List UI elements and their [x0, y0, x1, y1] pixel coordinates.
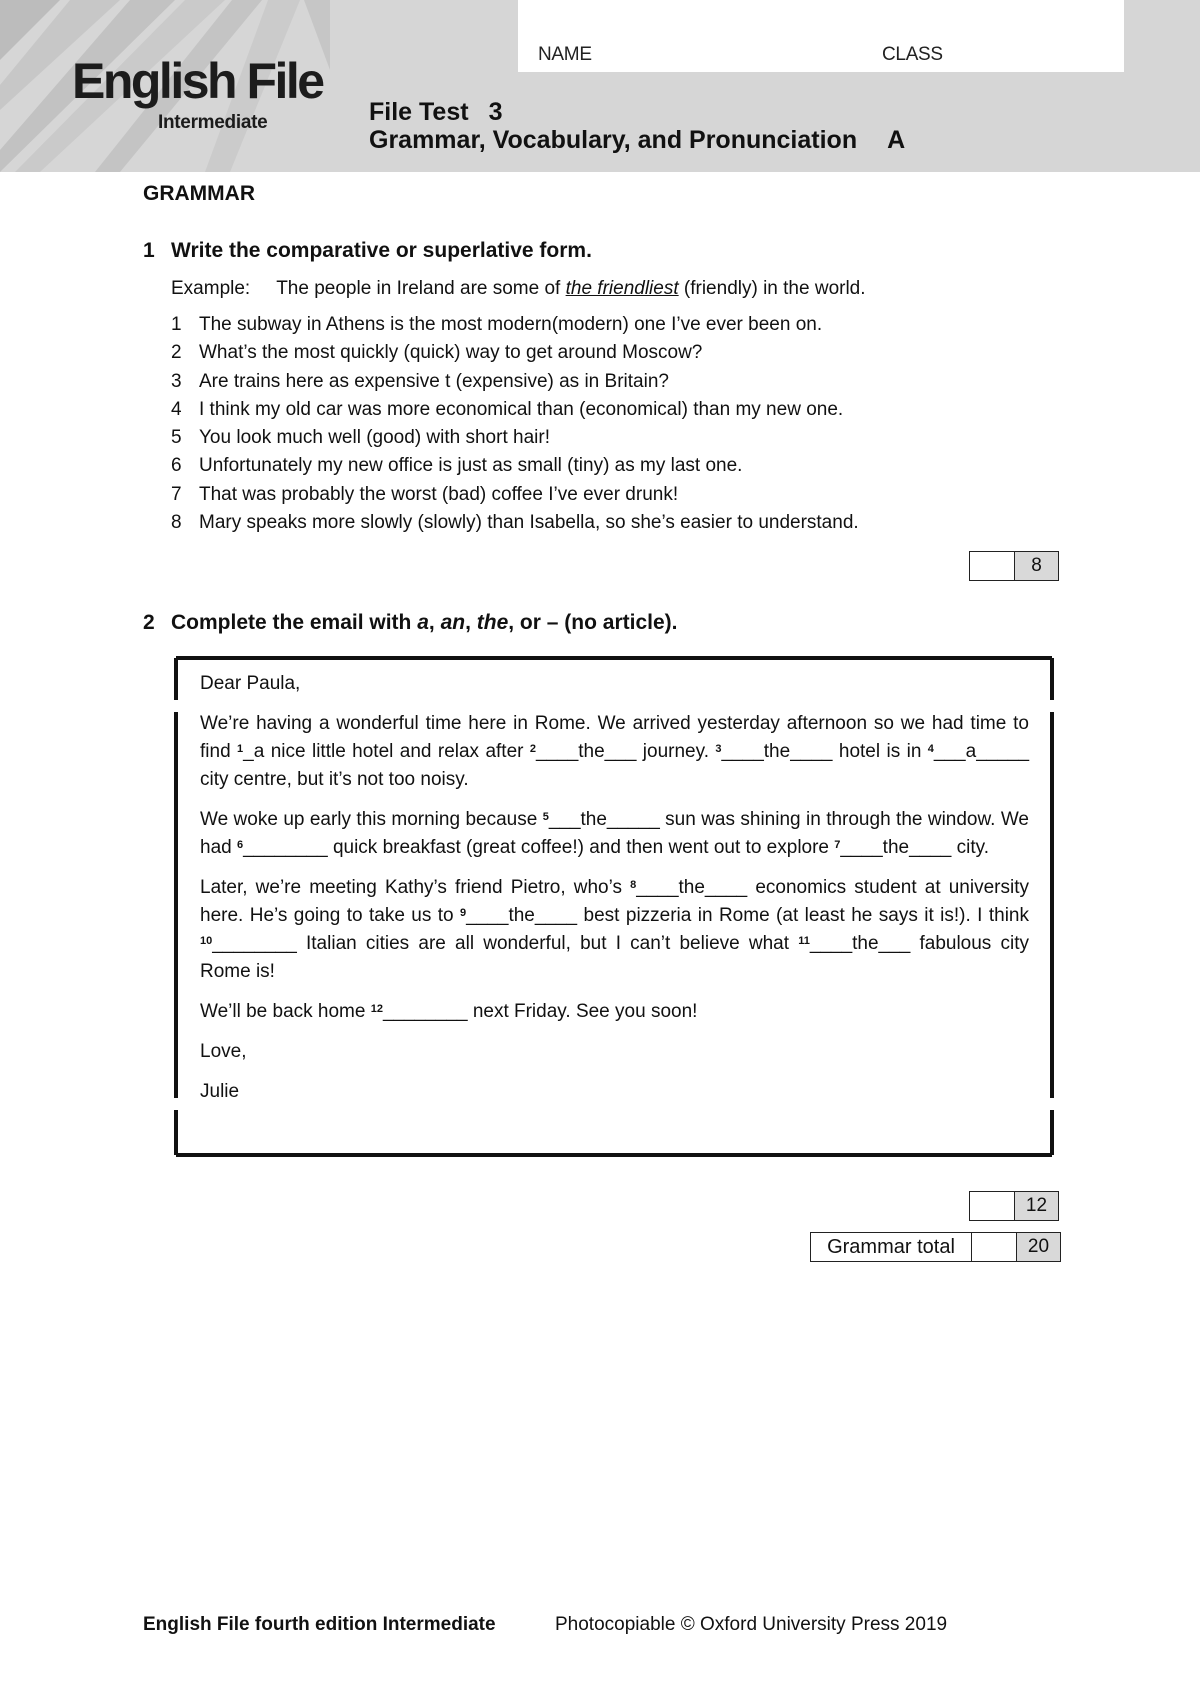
email-paragraph-3 — [200, 874, 1029, 986]
question-1-score-box — [969, 551, 1059, 581]
email-closing: Love, — [200, 1041, 247, 1062]
gap-answer[interactable]: ________ — [243, 837, 328, 858]
email-text: We’re having a wonderful time here in Rome. We arrived yesterday afternoon so we had time to find — [200, 713, 1029, 762]
email-text: journey. — [642, 741, 709, 762]
email-text: economics student at university here. He’s going to take us to — [200, 877, 1029, 926]
question-number: 2 — [143, 611, 155, 634]
list-item[interactable] — [171, 399, 1021, 427]
grammar-total-label: Grammar total — [810, 1232, 971, 1262]
item-text: I think my old car was more economical than (economical) than my new one. — [199, 398, 844, 420]
item-text: Unfortunately my new office is just as small (tiny) as my last one. — [199, 455, 743, 477]
gap-number: 9 — [460, 907, 467, 919]
test-version: A — [887, 126, 906, 154]
list-item[interactable] — [171, 314, 1021, 342]
item-number: 4 — [171, 398, 182, 420]
test-number: 3 — [488, 98, 503, 126]
question-number: 1 — [143, 239, 155, 262]
email-text: city centre, but it’s not too noisy. — [200, 769, 469, 790]
article-the: the — [476, 611, 509, 634]
score-input[interactable] — [969, 551, 1015, 581]
article-a: a — [417, 611, 429, 634]
gap-answer[interactable]: ____the___ — [536, 741, 637, 762]
email-paragraph-2 — [200, 806, 1029, 862]
gap-answer[interactable]: ____the____ — [840, 837, 952, 858]
example-label: Example: — [171, 278, 251, 299]
question-2-title: 2 Complete the email with a, an, the, or – (no article). — [143, 611, 678, 634]
email-text: hotel is in — [838, 741, 922, 762]
question-instruction-end: , or – (no article). — [508, 611, 678, 634]
item-text: That was probably the worst (bad) coffee I’ve ever drunk! — [199, 483, 679, 505]
item-number: 2 — [171, 342, 182, 364]
gap-number: 5 — [542, 811, 549, 823]
english-file-logo — [72, 53, 323, 134]
list-item[interactable] — [171, 342, 1021, 370]
footer-edition: English File fourth edition Intermediate — [143, 1614, 496, 1635]
email-text: sun was shining in through the window. We had — [200, 809, 1030, 858]
score-input[interactable] — [971, 1232, 1017, 1262]
gap-answer[interactable]: ___the_____ — [548, 809, 660, 830]
email-text: city. — [956, 837, 990, 858]
email-paragraph-1 — [200, 710, 1029, 794]
section-heading-grammar: GRAMMAR — [143, 182, 255, 205]
item-number: 8 — [171, 512, 182, 534]
item-text: Are trains here as expensive t (expensive) as in Britain? — [199, 370, 669, 392]
email-text: quick breakfast (great coffee!) and then went out to explore — [332, 837, 829, 858]
gap-answer[interactable]: ___a_____ — [933, 741, 1030, 762]
list-item[interactable] — [171, 512, 1021, 540]
item-text: Mary speaks more slowly (slowly) than Isabella, so she’s easier to understand. — [199, 512, 859, 534]
email-body — [200, 670, 1029, 1118]
gap-answer[interactable]: ____the____ — [636, 877, 748, 898]
test-subtitle-line — [369, 126, 905, 155]
gap-number: 12 — [370, 1003, 383, 1015]
gap-number: 11 — [798, 935, 810, 947]
gap-number: 10 — [200, 935, 213, 947]
gap-answer[interactable]: ________ — [382, 1001, 468, 1022]
gap-answer[interactable]: ____the____ — [466, 905, 578, 926]
class-label: CLASS — [882, 44, 943, 65]
question-instruction: Write the comparative or superlative form. — [171, 239, 592, 262]
gap-number: 2 — [529, 743, 536, 755]
name-class-field-area[interactable] — [518, 0, 1124, 72]
header-band — [0, 0, 1200, 172]
gap-number: 3 — [715, 743, 722, 755]
gap-answer[interactable]: ____the___ — [809, 933, 911, 954]
email-text: best pizzeria in Rome (at least he says it is!). I think — [583, 905, 1029, 926]
gap-number: 6 — [236, 839, 244, 851]
email-text: We woke up early this morning because — [200, 809, 538, 830]
name-label: NAME — [538, 44, 592, 65]
item-text: What’s the most quickly (quick) way to get around Moscow? — [199, 342, 703, 364]
email-text: We’ll be back home — [200, 1001, 366, 1022]
logo-level: Intermediate — [158, 112, 268, 133]
example-before: The people in Ireland are some of — [276, 278, 561, 299]
item-number: 1 — [171, 314, 182, 335]
example-after: (friendly) in the world. — [683, 278, 866, 299]
email-text: fabulous city Rome is! — [200, 933, 1029, 982]
gap-number: 4 — [927, 743, 934, 755]
question-2-score-box — [969, 1191, 1059, 1221]
email-box — [174, 656, 1054, 1157]
list-item[interactable] — [171, 455, 1021, 483]
test-title — [369, 98, 502, 127]
question-1-items — [171, 314, 1021, 540]
example-answer: the friendliest — [565, 278, 679, 299]
score-total: 12 — [1015, 1191, 1059, 1221]
grammar-total-box — [810, 1232, 1061, 1262]
email-text: nice little hotel and relax after — [270, 741, 524, 762]
test-subtitle: Grammar, Vocabulary, and Pronunciation — [369, 126, 858, 154]
email-greeting: Dear Paula, — [200, 673, 301, 694]
list-item[interactable] — [171, 484, 1021, 512]
gap-number: 1 — [237, 743, 244, 755]
item-text: The subway in Athens is the most modern(modern) one I’ve ever been on. — [199, 314, 823, 335]
example-sentence — [171, 278, 866, 300]
email-text: Later, we’re meeting Kathy’s friend Pietro, who’s — [200, 877, 622, 898]
footer-copyright: Photocopiable © Oxford University Press 2019 — [555, 1614, 948, 1635]
item-number: 3 — [171, 370, 182, 392]
score-input[interactable] — [969, 1191, 1015, 1221]
email-signature: Julie — [200, 1081, 240, 1102]
email-text: Italian cities are all wonderful, but I can’t believe what — [306, 933, 790, 954]
score-total: 8 — [1015, 551, 1059, 581]
test-label: File Test — [369, 98, 469, 126]
email-paragraph-4 — [200, 998, 1029, 1026]
logo-title: English File — [72, 53, 323, 109]
question-1-title — [143, 239, 592, 263]
item-number: 6 — [171, 455, 182, 477]
question-instruction: Complete the email with — [171, 611, 412, 634]
item-number: 5 — [171, 427, 182, 449]
gap-number: 7 — [834, 839, 841, 851]
article-an: an — [440, 611, 466, 634]
list-item[interactable] — [171, 427, 1021, 455]
list-item[interactable] — [171, 371, 1021, 399]
item-number: 7 — [171, 483, 182, 505]
email-text: next Friday. See you soon! — [472, 1001, 698, 1022]
gap-number: 8 — [630, 879, 637, 891]
gap-answer[interactable]: ____the____ — [721, 741, 833, 762]
score-total: 20 — [1017, 1232, 1061, 1262]
gap-answer[interactable]: _a — [243, 741, 265, 762]
gap-answer[interactable]: ________ — [212, 933, 297, 954]
item-text: You look much well (good) with short hair! — [199, 427, 550, 449]
